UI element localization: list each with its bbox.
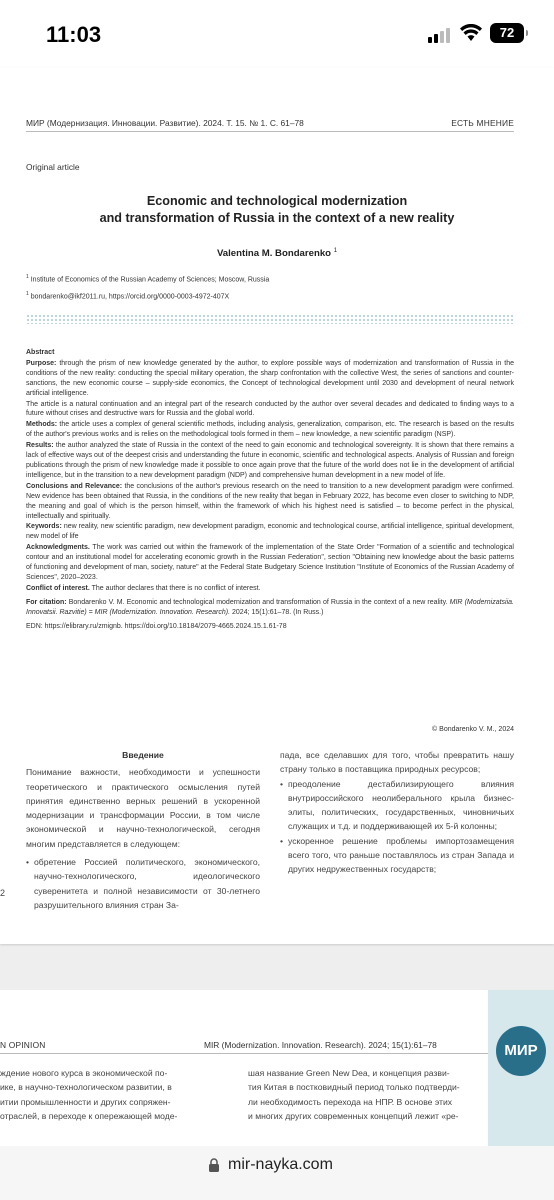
text-line: отраслей, в переходе к опережающей моде- xyxy=(0,1110,178,1121)
copyright: © Bondarenko V. M., 2024 xyxy=(432,726,514,733)
title-line-2: and transformation of Russia in the context of a new reality xyxy=(99,211,455,225)
signal-icon xyxy=(428,27,452,43)
header-divider xyxy=(26,131,514,132)
text-line: ике, в научно-технологическом развитии, в xyxy=(0,1082,172,1093)
journal-header: MIR (Modernization. Innovation. Research). 2024; 15(1):61–78 xyxy=(204,1040,437,1050)
section-header: ЕСТЬ МНЕНИЕ xyxy=(451,118,514,128)
email-sup: 1 xyxy=(26,291,29,297)
body-column-right xyxy=(248,1066,473,1123)
abstract-conflict: Conflict of interest. The author declares that there is no conflict of interest. xyxy=(26,584,261,592)
lock-icon xyxy=(208,1158,220,1172)
intro-column-right xyxy=(280,748,514,877)
abstract-keywords: Keywords: new reality, new scientific paradigm, new development paradigm, economic and technological course, artificial intelligence, spiritual development, new model of life xyxy=(26,523,514,541)
email-text[interactable]: bondarenko@ikf2011.ru, https://orcid.org/0000-0003-4972-407X xyxy=(30,293,230,301)
document-viewer[interactable] xyxy=(0,68,554,1146)
section-header: N OPINION xyxy=(0,1040,46,1050)
bullet-item: • ускоренное решение проблемы импортозамещения всего того, что раньше поставлялось из стран Запада и других недружественных государств; xyxy=(280,834,514,877)
text-line: тия Китая в постковидный период только подтверди- xyxy=(248,1082,460,1093)
intro-column-left xyxy=(26,748,260,912)
intro-heading: Введение xyxy=(122,750,164,760)
abstract-conclusions: Conclusions and Relevance: the conclusions of the author's previous research on the need to transition to a new development paradigm were confirmed. New evidence has been obtained that Russia, in the conditions of the new reality that began in February 2022, has become even closer to switching to NDP, the meaning and goal of which is the person himself, within the framework of which his highest need is satisfied – to become perfect in the physical, intellectually and spiritually. xyxy=(26,482,514,520)
status-time: 11:03 xyxy=(46,22,102,47)
battery-icon: 72 xyxy=(490,23,524,43)
affiliation xyxy=(26,274,269,283)
abstract xyxy=(26,348,514,632)
wifi-icon xyxy=(460,24,482,42)
author-text: Valentina M. Bondarenko xyxy=(216,248,332,260)
text-line: ли необходимость перехода на НПР. В основе этих xyxy=(248,1096,453,1107)
title-line-1: Economic and technological modernization xyxy=(146,194,408,208)
affiliation-sup: 1 xyxy=(26,274,29,280)
article-title xyxy=(40,193,514,227)
bullet-item: • обретение Россией политического, экономического, научно-технологического, идеологического суверенитета и полной независимости от 30-летнего разрушительного влияния стран За- xyxy=(26,855,260,912)
decorative-dotted-rule xyxy=(26,314,514,324)
abstract-results: Results: the author analyzed the state of Russia in the context of the need to gain economic and technological sovereignty. It is shown that there remains a lack of effective ways out of the deepest crisis and understanding the future in economic, scientific and technological aspects. Analysis of Russian and foreign publications through the prism of new knowledge made it possible to once again prove that the future of the world does not lie in the development of artificial intelligence, but in the transition to a new development paradigm (NDP) and comprehensive human development in a new model of life. xyxy=(26,442,514,479)
continued-text: пада, все сделавших для того, чтобы превратить нашу страну только в поставщика природных ресурсов; xyxy=(280,750,514,775)
abstract-methods: Methods: the article uses a complex of general scientific methods, including analysis, generalization, comparison, etc. The research is based on the results of the author's previous works and is relies on the methodological tools formed in them – new knowledge, a new scientific paradigm (NSP). xyxy=(26,421,514,439)
text-line: шая название Green New Dea, и концепция разви- xyxy=(248,1068,450,1078)
abstract-para-2: The article is a natural continuation and an integral part of the research conducted by the author over several decades and dedicated to finding ways to a future without crises and destructive wars for Russia and the global world. xyxy=(26,400,514,418)
text-line: итии промышленности и других сопряжен- xyxy=(0,1096,171,1107)
author-email[interactable] xyxy=(26,291,229,300)
header-divider xyxy=(0,1053,488,1054)
edn-doi-link[interactable]: EDN: https://elibrary.ru/zmignb. https://doi.org/10.18184/2079-4665.2024.15.1.61-78 xyxy=(26,622,287,630)
logo-sidebar xyxy=(488,990,554,1146)
page-2 xyxy=(0,990,554,1146)
url-text[interactable]: mir-nayka.com xyxy=(228,1156,333,1173)
author-name xyxy=(40,248,514,259)
page-number: 2 xyxy=(0,888,6,898)
journal-logo: МИР xyxy=(496,1026,546,1076)
abstract-acknowledgments: Acknowledgments. The work was carried out within the framework of the implementation of the State Order "Formation of a scientific and technological contour and an institutional model for accelerating economic growth in the Russian Federation", section "Obtaining new knowledge about the basic patterns of functioning and development of man, society, nature" at the Federal State Budgetary Science Institution "Institute of Economics of the Russian Academy of Sciences", 2020–2023. xyxy=(26,544,514,581)
abstract-purpose: Purpose: through the prism of new knowledge generated by the author, to explore possible ways of modernization and transformation of Russia in the conditions of the new reality: conducting the special military operation, the sharp confrontation with the collective West, the series of sanctions and counter-sanctions, the new economic course – supply-side economics, the Concept of technological development until 2030 and development of neural network artificial intelligence. xyxy=(26,359,514,397)
author-sup: 1 xyxy=(333,248,338,254)
page-1 xyxy=(0,68,554,944)
affiliation-text: Institute of Economics of the Russian Academy of Sciences; Moscow, Russia xyxy=(30,276,270,284)
text-line: и многих других современных концепций лежит «ре- xyxy=(248,1110,459,1121)
text-line: ждение нового курса в экономической по- xyxy=(0,1068,168,1078)
intro-paragraph: Понимание важности, необходимости и успешности теоретического и практического осмысления путей принятия единственно верных решений в ускоренной модернизации и трансформации России, в том числе экономической и научно-технологической, сегодня многим представляется в следующем: xyxy=(26,767,260,849)
body-column-left xyxy=(0,1066,225,1123)
status-bar xyxy=(0,0,554,68)
journal-header: МИР (Модернизация. Инновации. Развитие). 2024. Т. 15. № 1. С. 61–78 xyxy=(26,118,304,128)
bullet-item: • преодоление дестабилизирующего влияния внутрироссийского неолиберального крыла бизнес-элиты, политических, государственных, чиновничьих служащих и т.д. и поддерживающей их 5-й колонны; xyxy=(280,777,514,834)
article-type: Original article xyxy=(26,162,80,172)
citation: For citation: Bondarenko V. M. Economic and technological modernization and transformation of Russia in the context of a new reality. MIR (Modernizatsiia. Innovatsii. Razvitie) = MIR (Modernization. Innovation. Research). 2024; 15(1):61–78. (In Russ.) xyxy=(26,598,514,616)
abstract-heading: Abstract xyxy=(26,349,55,356)
browser-address-bar[interactable] xyxy=(0,1146,554,1200)
